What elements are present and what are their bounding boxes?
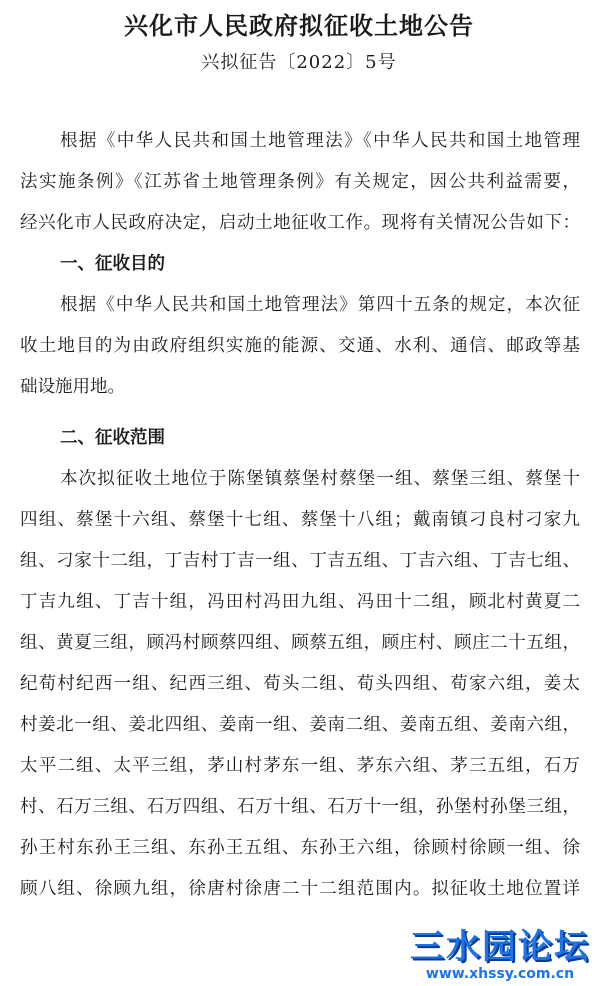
paragraph-line: 收土地目的为由政府组织实施的能源、交通、水利、通信、邮政等基 [20, 336, 580, 356]
paragraph-line: 根据《中华人民共和国土地管理法》《中华人民共和国土地管理 [60, 131, 580, 151]
paragraph-line: 根据《中华人民共和国土地管理法》第四十五条的规定，本次征 [60, 295, 580, 315]
paragraph-line: 孙王村东孙王三组、东孙王五组、东孙王六组，徐顾村徐顾一组、徐 [20, 838, 580, 858]
paragraph-line: 组、黄夏三组，顾冯村顾蔡四组、顾蔡五组，顾庄村、顾庄二十五组， [20, 633, 580, 653]
site-watermark [410, 928, 590, 982]
section-heading-purpose: 一、征收目的 [60, 254, 165, 274]
paragraph-line: 经兴化市人民政府决定，启动土地征收工作。现将有关情况公告如下： [20, 213, 580, 233]
paragraph-line: 法实施条例》《江苏省土地管理条例》有关规定，因公共利益需要， [20, 172, 580, 192]
paragraph-line: 顾八组、徐顾九组，徐唐村徐唐二十二组范围内。拟征收土地位置详 [20, 879, 580, 899]
paragraph-line: 纪荀村纪西一组、纪西三组、荀头二组、荀头四组、荀家六组，姜太 [20, 674, 580, 694]
paragraph-line: 础设施用地。 [20, 377, 125, 397]
paragraph-line: 太平二组、太平三组，茅山村茅东一组、茅东六组、茅三五组，石万 [20, 756, 580, 776]
document-number: 兴拟征告〔2022〕5号 [201, 52, 397, 73]
paragraph-line: 四组、蔡堡十六组、蔡堡十七组、蔡堡十八组；戴南镇刁良村刁家九 [20, 510, 580, 530]
page-title: 兴化市人民政府拟征收土地公告 [124, 11, 474, 40]
paragraph-line: 村、石万三组、石万四组、石万十组、石万十一组，孙堡村孙堡三组， [20, 797, 580, 817]
watermark-url: www.xhssy.com.cn [425, 966, 575, 982]
paragraph-line: 本次拟征收土地位于陈堡镇蔡堡村蔡堡一组、蔡堡三组、蔡堡十 [60, 469, 580, 489]
section-heading-scope: 二、征收范围 [60, 428, 165, 448]
paragraph-line: 组、刁家十二组，丁吉村丁吉一组、丁吉五组、丁吉六组、丁吉七组、 [20, 551, 580, 571]
document-body [20, 121, 580, 910]
paragraph-line: 丁吉九组、丁吉十组，冯田村冯田九组、冯田十二组，顾北村黄夏二 [20, 592, 580, 612]
watermark-logo-text: 三水园论坛 [410, 927, 590, 967]
paragraph-line: 村姜北一组、姜北四组、姜南一组、姜南二组、姜南五组、姜南六组， [20, 715, 580, 735]
